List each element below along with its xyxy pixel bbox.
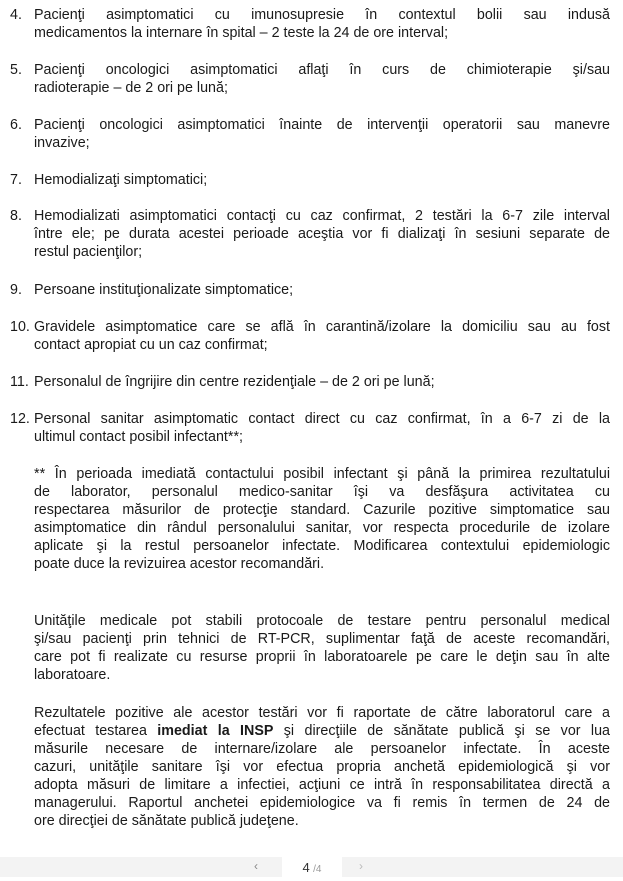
list-text-line: restul pacienţilor; <box>34 244 143 260</box>
list-item <box>10 6 610 42</box>
paragraph-text: efectuat testarea <box>34 723 158 739</box>
list-text-line: Persoane instituţionalizate simptomatice; <box>34 282 294 298</box>
paragraph-line: Unităţile medicale pot stabili protocoale de testare pentru personalul medical <box>34 613 610 629</box>
paragraph-line: managerului. Raportul anchetei epidemiologice va fi remis în termen de 24 de <box>34 795 610 811</box>
paragraph-line: laboratoare. <box>34 667 111 683</box>
paragraph-protocols <box>34 612 610 684</box>
list-number: 4. <box>10 7 22 23</box>
list-item <box>10 318 610 354</box>
paragraph-line: măsurile necesare de internare/izolare ale persoanelor infectate. În aceste <box>34 741 610 757</box>
paragraph-line: care pot fi realizate cu resurse proprii în laboratoarele pe care le deţin sau în alte <box>34 649 610 665</box>
paragraph-line: ore direcţiei de sănătate publică judeţene. <box>34 813 299 829</box>
paragraph-line: şi/sau pacienţi prin tehnici de RT-PCR, suplimentar faţă de aceste recomandări, <box>34 631 610 647</box>
footnote-line: ** În perioada imediată contactului posibil infectant şi până la primirea rezultatului <box>34 466 610 482</box>
footnote-line: respectarea măsurilor de protecţie standard. Cazurile pozitive simptomatice sau <box>34 502 610 518</box>
list-number: 8. <box>10 208 22 224</box>
paragraph-line: cazuri, unităţile sanitare îşi vor efectua propria anchetă epidemiologică şi vor <box>34 759 610 775</box>
footnote-line: de laborator, personalul medico-sanitar îşi va desfăşura activitatea cu <box>34 484 610 500</box>
list-number: 5. <box>10 62 22 78</box>
list-number: 6. <box>10 117 22 133</box>
list-text-line: Personal sanitar asimptomatic contact direct cu caz confirmat, în a 6-7 zi de la <box>34 411 610 427</box>
list-text-line: Pacienţi oncologici asimptomatici aflaţi în curs de chimioterapie şi/sau <box>34 62 610 78</box>
list-text-line: Hemodializaţi simptomatici; <box>34 172 208 188</box>
list-item <box>10 171 610 189</box>
list-number: 12. <box>10 411 30 427</box>
list-text-line: Gravidele asimptomatice care se află în carantină/izolare la domiciliu sau au fost <box>34 319 610 335</box>
list-text-line: Hemodializati asimptomatici contacţi cu caz confirmat, 2 testări la 6-7 zile interval <box>34 208 610 224</box>
list-item <box>10 61 610 97</box>
list-text-line: Pacienţi oncologici asimptomatici înainte de intervenţii operatorii sau manevre <box>34 117 610 133</box>
list-text-line: invazive; <box>34 135 90 151</box>
footnote <box>34 465 610 573</box>
list-number: 11. <box>10 374 29 390</box>
list-item <box>10 207 610 261</box>
paragraph-line <box>34 722 610 740</box>
current-page: 4 <box>302 860 310 875</box>
footnote-line: poate duce la revizuirea acestor recomandări. <box>34 556 325 572</box>
list-item <box>10 373 610 391</box>
footnote-line: aplicate şi la restul persoanelor infectate. Modificarea contextului epidemiologic <box>34 538 610 554</box>
chevron-right-icon[interactable]: › <box>359 859 363 873</box>
list-text-line: radioterapie – de 2 ori pe lună; <box>34 80 228 96</box>
list-text-line: Pacienţi asimptomatici cu imunosupresie în contextul bolii sau indusă <box>34 7 610 23</box>
bold-emphasis: imediat la INSP <box>157 723 274 739</box>
list-text-line: medicamentos la internare în spital – 2 teste la 24 de ore interval; <box>34 25 449 41</box>
page-navigation-bar <box>0 857 623 877</box>
page-number-box[interactable] <box>282 857 342 877</box>
paragraph-line: Rezultatele pozitive ale acestor testări vor fi raportate de către laboratorul care a <box>34 705 610 721</box>
list-text-line: între ele; pe durata acestei perioade aceştia vor fi dializaţi în sesiuni separate de <box>34 226 610 242</box>
list-item <box>10 410 610 446</box>
list-number: 7. <box>10 172 22 188</box>
list-text-line: ultimul contact posibil infectant**; <box>34 429 244 445</box>
list-item <box>10 116 610 152</box>
total-pages: /4 <box>313 864 322 875</box>
paragraph-reporting <box>34 704 610 830</box>
list-item <box>10 281 610 299</box>
list-number: 9. <box>10 282 22 298</box>
list-text-line: contact apropiat cu un caz confirmat; <box>34 337 268 353</box>
pager <box>248 857 373 877</box>
paragraph-line: adopta măsuri de limitare a infectiei, acţiuni ce intră în responsabilitatea directă a <box>34 777 610 793</box>
list-number: 10. <box>10 319 30 335</box>
list-text-line: Personalul de îngrijire din centre rezidenţiale – de 2 ori pe lună; <box>34 374 435 390</box>
chevron-left-icon[interactable]: ‹ <box>254 859 258 873</box>
footnote-line: asimptomatice din rândul personalului sanitar, vor respecta procedurile de izolare <box>34 520 610 536</box>
paragraph-text: şi direcţiile de sănătate publică şi se vor lua <box>273 723 610 739</box>
